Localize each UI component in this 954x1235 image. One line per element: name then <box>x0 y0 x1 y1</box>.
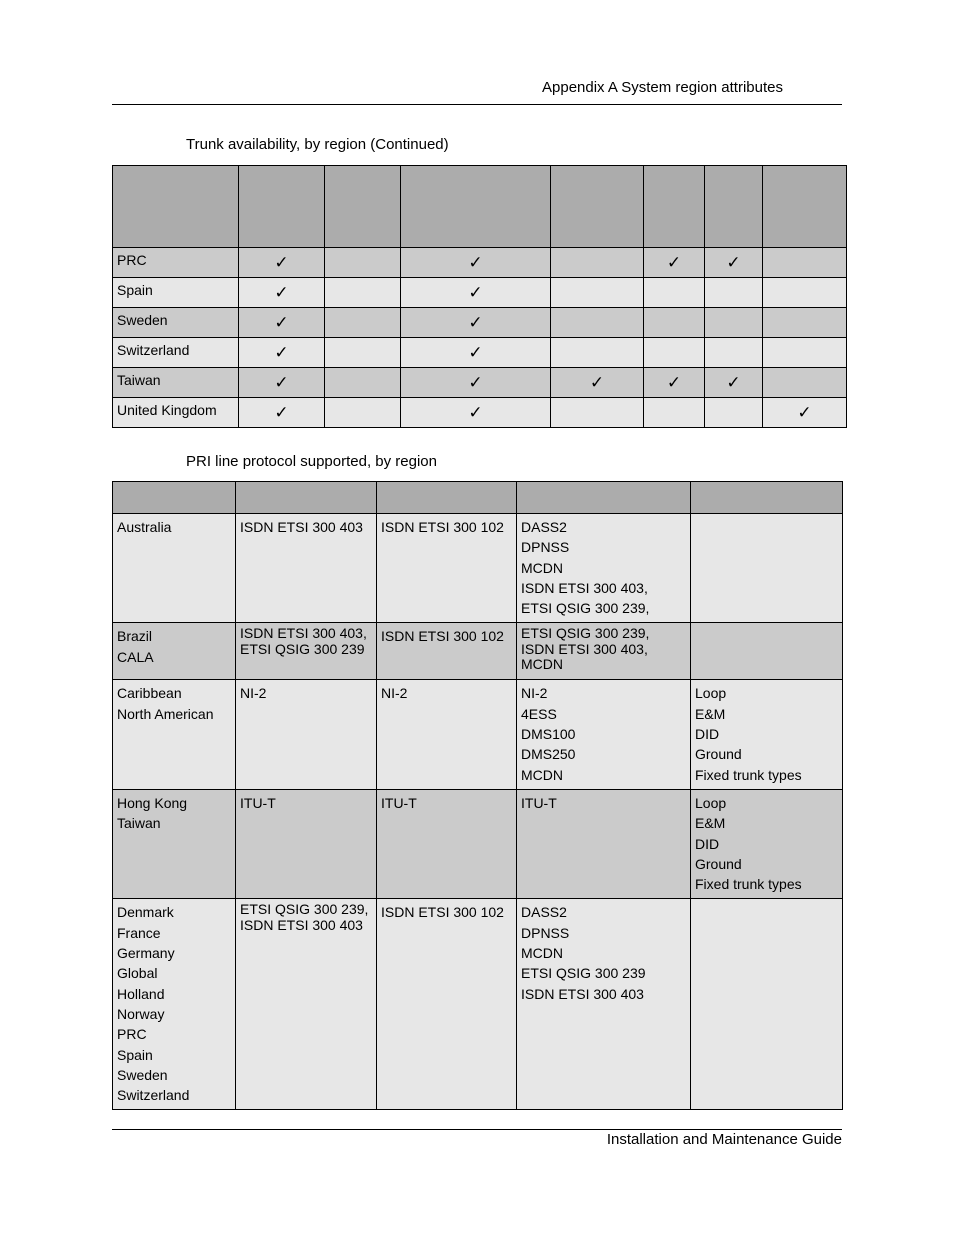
cell-line: CALA <box>117 648 154 665</box>
pri-region-cell <box>113 623 236 680</box>
pri-table-row <box>113 623 843 680</box>
region-cell: United Kingdom <box>113 398 239 428</box>
cell-line: PRC <box>117 1026 147 1043</box>
pri-protocol-cell <box>517 789 691 898</box>
cell-line: ISDN ETSI 300 403, <box>521 640 648 657</box>
cell-line: DASS2 <box>521 904 567 921</box>
checkmark-icon: ✓ <box>239 308 325 338</box>
checkmark-icon: ✓ <box>551 368 644 398</box>
cell-line: DID <box>695 726 720 743</box>
pri-protocol-cell <box>691 899 843 1110</box>
empty-cell <box>325 278 401 308</box>
cell-line: Holland <box>117 985 165 1002</box>
pri-protocol-cell <box>236 899 377 1110</box>
pri-header-cell <box>113 482 236 514</box>
empty-cell <box>763 248 847 278</box>
trunk-header-cell <box>644 166 705 248</box>
empty-cell <box>551 248 644 278</box>
cell-line: NI-2 <box>521 685 548 702</box>
trunk-availability-table <box>112 165 847 428</box>
trunk-header-cell <box>325 166 401 248</box>
pri-protocol-cell <box>236 789 377 898</box>
checkmark-icon: ✓ <box>644 248 705 278</box>
trunk-header-cell <box>763 166 847 248</box>
cell-line: E&M <box>695 815 726 832</box>
empty-cell <box>551 278 644 308</box>
pri-protocol-cell <box>377 680 517 789</box>
pri-region-cell <box>113 789 236 898</box>
checkmark-icon: ✓ <box>705 248 763 278</box>
pri-protocol-cell <box>691 789 843 898</box>
cell-line: ETSI QSIG 300 239 <box>521 965 646 982</box>
trunk-table-header-row <box>113 166 847 248</box>
pri-protocol-cell <box>517 899 691 1110</box>
empty-cell <box>644 338 705 368</box>
cell-line: MCDN <box>521 656 563 673</box>
cell-line: ISDN ETSI 300 403 <box>240 519 363 535</box>
empty-cell <box>644 278 705 308</box>
pri-protocol-cell <box>377 899 517 1110</box>
pri-protocol-cell <box>691 623 843 680</box>
empty-cell <box>644 398 705 428</box>
pri-header-cell <box>236 482 377 514</box>
pri-protocol-cell <box>377 514 517 623</box>
pri-protocol-cell <box>517 680 691 789</box>
trunk-table-row <box>113 308 847 338</box>
empty-cell <box>763 278 847 308</box>
cell-line: Ground <box>695 855 742 872</box>
trunk-table-row <box>113 278 847 308</box>
pri-protocol-cell <box>236 680 377 789</box>
cell-line: MCDN <box>521 766 563 783</box>
pri-protocol-cell <box>377 789 517 898</box>
pri-protocol-cell <box>236 514 377 623</box>
empty-cell <box>763 368 847 398</box>
footer-rule <box>112 1129 842 1130</box>
pri-region-cell <box>113 680 236 789</box>
pri-table-row <box>113 899 843 1110</box>
checkmark-icon: ✓ <box>401 278 551 308</box>
checkmark-icon: ✓ <box>401 338 551 368</box>
cell-line: Norway <box>117 1005 165 1022</box>
cell-line: ISDN ETSI 300 102 <box>381 519 504 535</box>
pri-protocol-cell <box>377 623 517 680</box>
pri-region-cell <box>113 514 236 623</box>
cell-line: Brazil <box>117 628 153 645</box>
checkmark-icon: ✓ <box>239 368 325 398</box>
pri-table-row <box>113 514 843 623</box>
empty-cell <box>551 398 644 428</box>
cell-line: ITU-T <box>381 794 417 811</box>
checkmark-icon: ✓ <box>239 278 325 308</box>
cell-line: Loop <box>695 685 727 702</box>
cell-line: North American <box>117 705 214 722</box>
pri-table-row <box>113 789 843 898</box>
cell-line: Global <box>117 965 158 982</box>
region-cell: Sweden <box>113 308 239 338</box>
empty-cell <box>644 308 705 338</box>
trunk-table-row <box>113 398 847 428</box>
cell-line: MCDN <box>521 559 563 576</box>
cell-line: ISDN ETSI 300 403, <box>240 625 367 642</box>
page-header: Appendix A System region attributes <box>542 79 783 96</box>
cell-line: MCDN <box>521 945 563 962</box>
checkmark-icon: ✓ <box>705 368 763 398</box>
cell-line: DMS250 <box>521 746 576 763</box>
cell-line: NI-2 <box>240 685 267 702</box>
trunk-header-cell <box>705 166 763 248</box>
pri-protocol-cell <box>691 680 843 789</box>
cell-line: ETSI QSIG 300 239, <box>521 625 650 642</box>
empty-cell <box>325 248 401 278</box>
region-cell: Switzerland <box>113 338 239 368</box>
trunk-table-row <box>113 338 847 368</box>
checkmark-icon: ✓ <box>644 368 705 398</box>
pri-protocol-table <box>112 481 843 1110</box>
trunk-header-cell <box>401 166 551 248</box>
cell-line: ETSI QSIG 300 239, <box>240 901 369 918</box>
empty-cell <box>325 308 401 338</box>
cell-line: ETSI QSIG 300 239, <box>521 600 650 617</box>
cell-line: 4ESS <box>521 705 557 722</box>
cell-line: Denmark <box>117 904 174 921</box>
empty-cell <box>551 338 644 368</box>
cell-line: DASS2 <box>521 519 567 535</box>
cell-line: Spain <box>117 1046 153 1063</box>
pri-protocol-cell <box>691 514 843 623</box>
empty-cell <box>325 338 401 368</box>
cell-line: Ground <box>695 746 742 763</box>
pri-region-cell <box>113 899 236 1110</box>
cell-line: Hong Kong <box>117 794 188 811</box>
checkmark-icon: ✓ <box>239 338 325 368</box>
cell-line: ISDN ETSI 300 102 <box>381 904 504 921</box>
page-footer: Installation and Maintenance Guide <box>606 1131 842 1148</box>
checkmark-icon: ✓ <box>401 248 551 278</box>
pri-protocol-cell <box>236 623 377 680</box>
cell-line: NI-2 <box>381 685 408 702</box>
region-cell: Spain <box>113 278 239 308</box>
empty-cell <box>763 308 847 338</box>
pri-protocol-cell <box>517 623 691 680</box>
checkmark-icon: ✓ <box>239 248 325 278</box>
checkmark-icon: ✓ <box>401 308 551 338</box>
empty-cell <box>551 308 644 338</box>
cell-line: ISDN ETSI 300 403 <box>521 985 644 1002</box>
region-cell: Taiwan <box>113 368 239 398</box>
cell-line: DID <box>695 835 720 852</box>
cell-line: Taiwan <box>117 815 161 832</box>
cell-line: Caribbean <box>117 685 182 702</box>
pri-protocol-cell <box>517 514 691 623</box>
region-cell: PRC <box>113 248 239 278</box>
cell-line: ITU-T <box>240 794 276 811</box>
cell-line: ITU-T <box>521 794 557 811</box>
empty-cell <box>705 278 763 308</box>
empty-cell <box>705 308 763 338</box>
pri-table-header-row <box>113 482 843 514</box>
empty-cell <box>325 368 401 398</box>
empty-cell <box>763 338 847 368</box>
checkmark-icon: ✓ <box>401 398 551 428</box>
cell-line: E&M <box>695 705 726 722</box>
trunk-table-caption: Trunk availability, by region (Continued) <box>186 136 449 153</box>
empty-cell <box>705 398 763 428</box>
trunk-table-row <box>113 368 847 398</box>
cell-line: France <box>117 924 161 941</box>
cell-line: ISDN ETSI 300 403, <box>521 579 648 596</box>
header-rule <box>112 104 842 105</box>
trunk-table-row <box>113 248 847 278</box>
checkmark-icon: ✓ <box>763 398 847 428</box>
cell-line: Switzerland <box>117 1087 190 1104</box>
cell-line: DMS100 <box>521 726 576 743</box>
checkmark-icon: ✓ <box>239 398 325 428</box>
trunk-header-cell <box>239 166 325 248</box>
pri-table-caption: PRI line protocol supported, by region <box>186 453 437 470</box>
cell-line: Germany <box>117 945 175 962</box>
cell-line: ETSI QSIG 300 239 <box>240 640 365 657</box>
cell-line: Loop <box>695 794 727 811</box>
cell-line: Fixed trunk types <box>695 876 802 893</box>
trunk-header-cell <box>551 166 644 248</box>
trunk-header-cell <box>113 166 239 248</box>
empty-cell <box>705 338 763 368</box>
pri-table-row <box>113 680 843 789</box>
pri-header-cell <box>377 482 517 514</box>
pri-header-cell <box>517 482 691 514</box>
cell-line: ISDN ETSI 300 102 <box>381 628 504 645</box>
empty-cell <box>325 398 401 428</box>
cell-line: Sweden <box>117 1066 168 1083</box>
pri-header-cell <box>691 482 843 514</box>
cell-line: Fixed trunk types <box>695 766 802 783</box>
checkmark-icon: ✓ <box>401 368 551 398</box>
cell-line: ISDN ETSI 300 403 <box>240 916 363 933</box>
cell-line: Australia <box>117 519 172 535</box>
cell-line: DPNSS <box>521 539 570 556</box>
cell-line: DPNSS <box>521 924 570 941</box>
